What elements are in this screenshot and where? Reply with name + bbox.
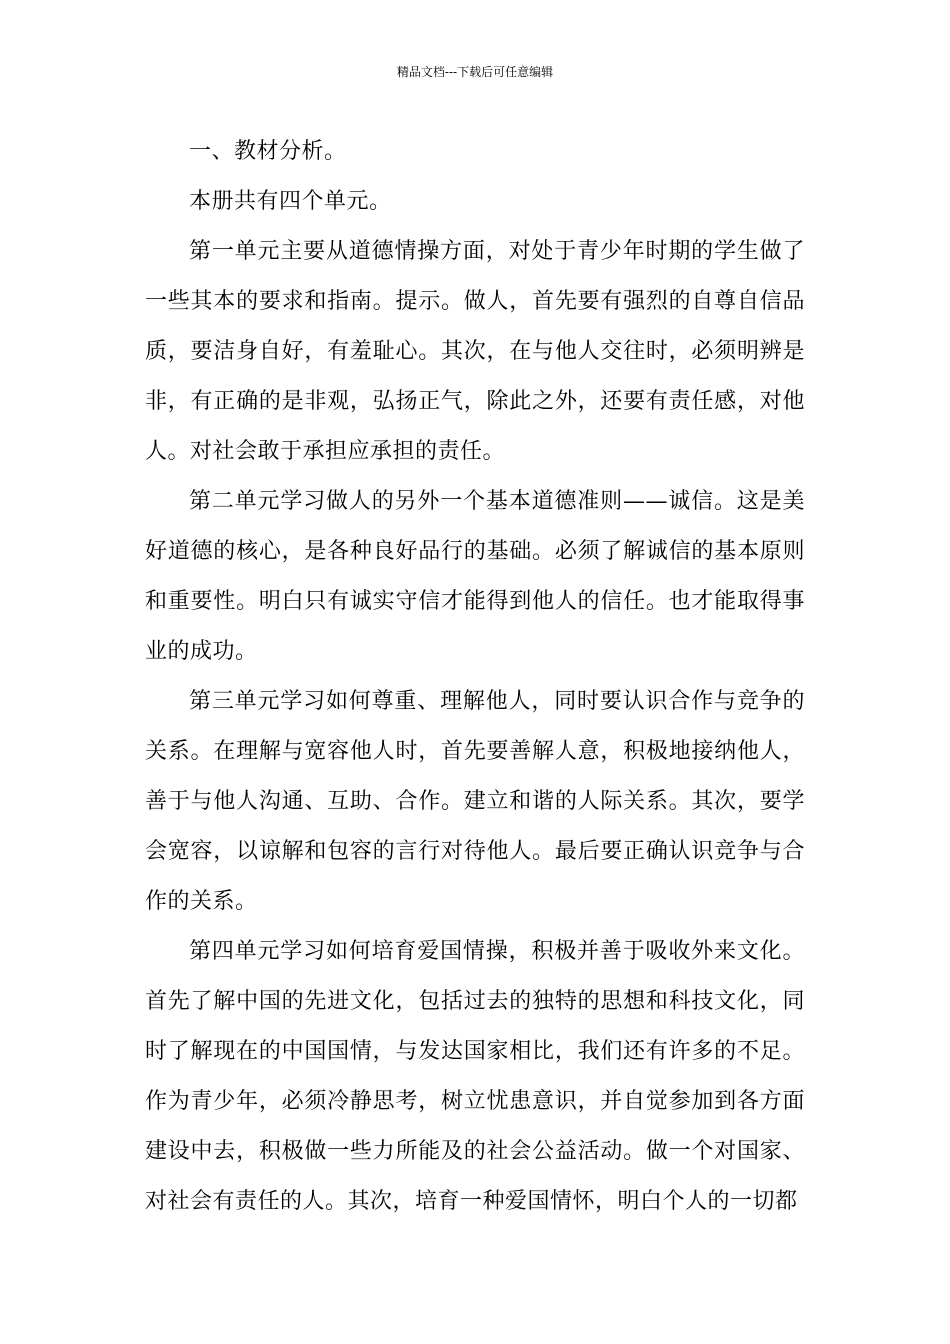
page-header: 精品文档---下载后可任意编辑 [396,65,554,79]
paragraph-unit-2: 第二单元学习做人的另外一个基本道德准则——诚信。这是美好道德的核心，是各种良好品行的基础。必须了解诚信的基本原则和重要性。明白只有诚实守信才能得到他人的信任。也才能取得事业的成功。 [145,489,805,664]
section-heading: 一、教材分析。 [189,139,347,164]
paragraph-unit-4: 第四单元学习如何培育爱国情操，积极并善于吸收外来文化。首先了解中国的先进文化，包括过去的独特的思想和科技文化，同时了解现在的中国国情，与发达国家相比，我们还有许多的不足。作为青少年，必须冷静思考，树立忧患意识，并自觉参加到各方面建设中去，积极做一些力所能及的社会公益活动。做一个对国家、对社会有责任的人。其次，培育一种爱国情怀，明白个人的一切都 [145,939,805,1214]
paragraph-intro: 本册共有四个单元。 [189,189,392,214]
document-body [145,127,805,1227]
paragraph-unit-1: 第一单元主要从道德情操方面，对处于青少年时期的学生做了一些其本的要求和指南。提示。做人，首先要有强烈的自尊自信品质，要洁身自好，有羞耻心。其次，在与他人交往时，必须明辨是非，有正确的是非观，弘扬正气，除此之外，还要有责任感，对他人。对社会敢于承担应承担的责任。 [145,239,805,464]
paragraph-unit-3: 第三单元学习如何尊重、理解他人，同时要认识合作与竞争的关系。在理解与宽容他人时，首先要善解人意，积极地接纳他人，善于与他人沟通、互助、合作。建立和谐的人际关系。其次，要学会宽容，以谅解和包容的言行对待他人。最后要正确认识竞争与合作的关系。 [145,689,805,914]
